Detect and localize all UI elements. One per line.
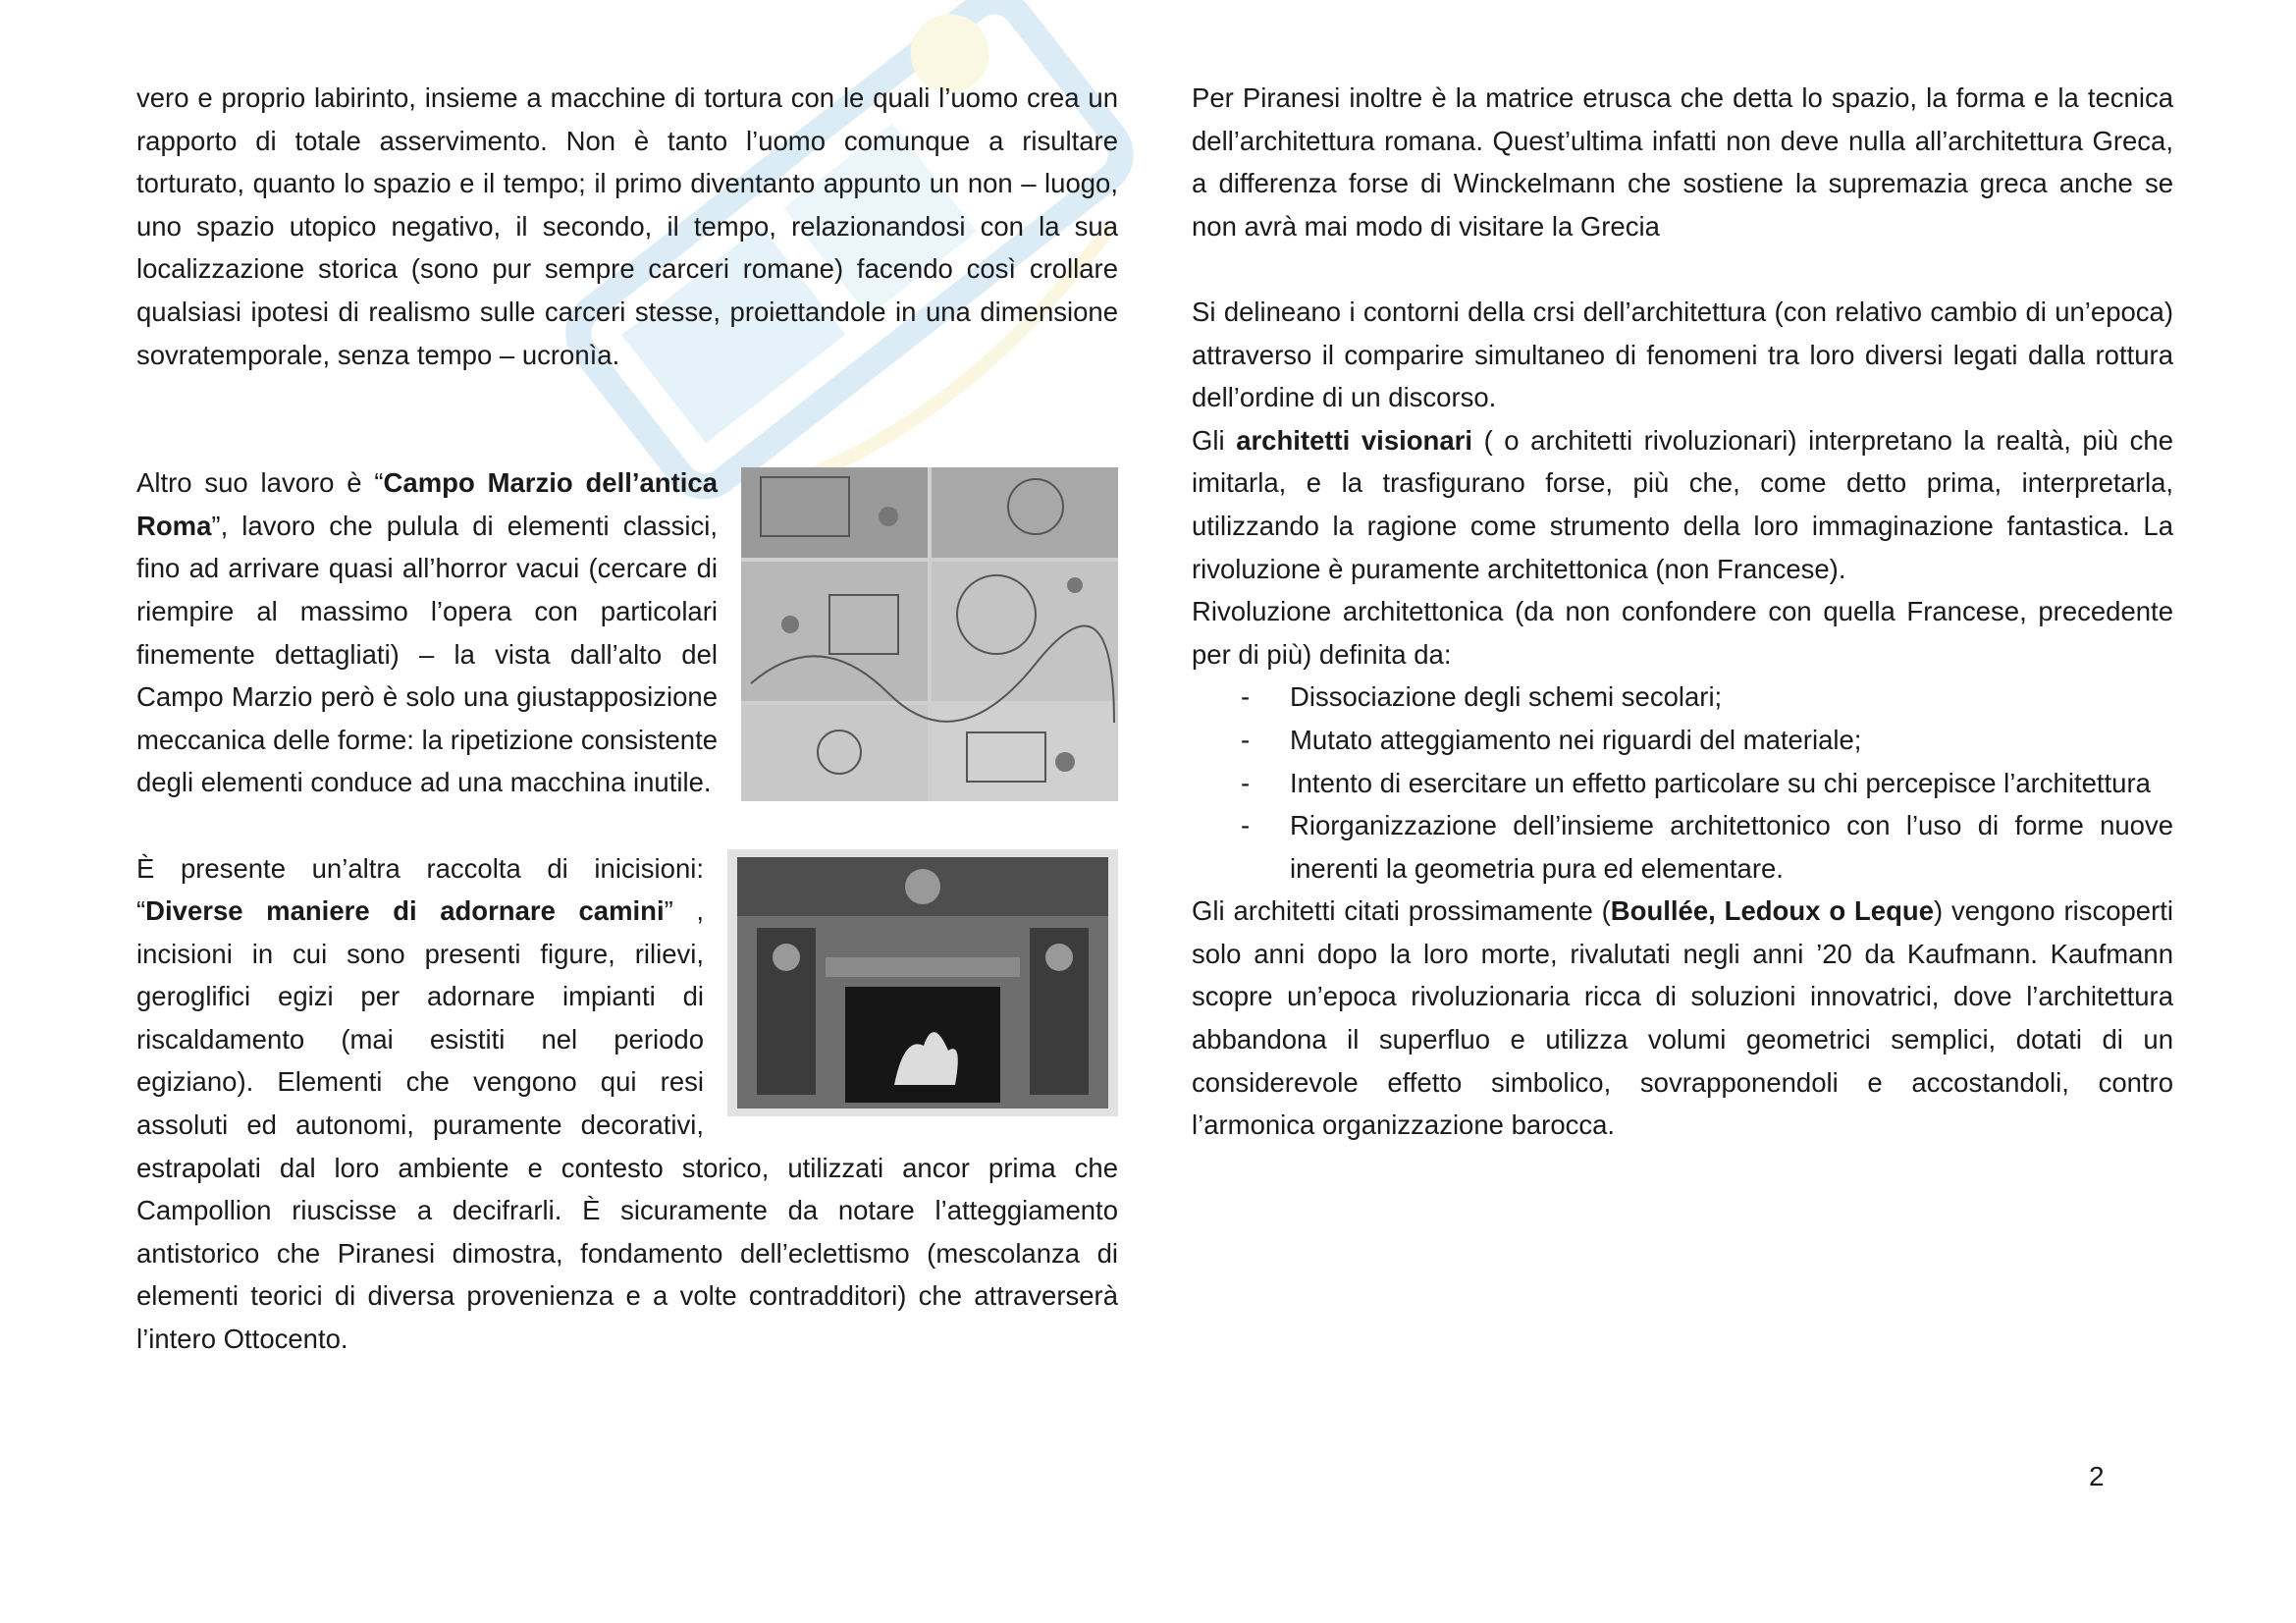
camini-text: ” , incisioni in cui sono presenti figure, rilievi, geroglifici egizi per adornare impianti di riscaldamento (mai esistiti nel periodo egiziano). Elementi che vengono qui resi assoluti ed autonomi, puramente decorativi, estrapolati dal loro ambiente e contesto storico, utilizzati ancor prima che Campollion riuscisse a decifrarli. È sicuramente da notare l’atteggiamento antistorico che Piranesi dimostra, fondamento dell’eclettismo (mescolanza di elementi teorici di diversa provenienza e a volte contradditori) che attraverserà l’intero Ottocento. — [136, 895, 1118, 1355]
characteristics-list — [1192, 676, 2173, 890]
list-item: - Mutato atteggiamento nei riguardi del materiale; — [1192, 719, 2173, 762]
campo-marzio-intro: Altro suo lavoro è “ — [136, 467, 384, 499]
page-number: 2 — [2089, 1461, 2105, 1491]
visionari-intro: Gli — [1192, 424, 1237, 456]
list-item: - Intento di esercitare un effetto particolare su chi percepisce l’architettura — [1192, 762, 2173, 805]
architects-names: Boullée, Ledoux o Leque — [1610, 895, 1934, 927]
paragraph-visionari — [1192, 419, 2173, 590]
paragraph-carceri: vero e proprio labirinto, insieme a macchine di tortura con le quali l’uomo crea un rapporto di totale asservimento. Non è tanto l’uomo comunque a risultare torturato, quanto lo spazio e il tempo; il primo diventanto appunto un non – luogo, uno spazio utopico negativo, il secondo, il tempo, relazionandosi con la sua localizzazione storica (sono pur sempre carceri romane) facendo così crollare qualsiasi ipotesi di realismo sulle carceri stesse, proiettandole in una dimensione sovratemporale, senza tempo – ucronìa. — [136, 82, 1118, 370]
list-item: - Riorganizzazione dell’insieme architettonico con l’uso di forme nuove inerenti la geometria pura ed elementare. — [1192, 804, 2173, 890]
camini-title: Diverse maniere di adornare camini — [145, 895, 665, 927]
list-item: - Dissociazione degli schemi secolari; — [1192, 676, 2173, 719]
paragraph-etrusca: Per Piranesi inoltre è la matrice etrusca che detta lo spazio, la forma e la tecnica dell’architettura romana. Quest’ultima infatti non deve nulla all’architettura Greca, a differenza forse di Winckelmann che sostiene la supremazia greca anche se non avrà mai modo di visitare la Grecia — [1192, 82, 2173, 242]
camini-intro: È presente un’altra raccolta di inicisioni: “ — [136, 852, 704, 927]
kaufmann-intro: Gli architetti citati prossimamente ( — [1192, 895, 1611, 927]
campo-marzio-text: ”, lavoro che pulula di elementi classici, fino ad arrivare quasi all’horror vacui (cercare di riempire al massimo l’opera con particolari finemente dettagliati) – la vista dall’alto del Campo Marzio però è solo una giustapposizione meccanica delle forme: la ripetizione consistente degli elementi conduce ad una macchina inutile. — [136, 510, 718, 798]
paragraph-rivoluzione: Rivoluzione architettonica (da non confondere con quella Francese, precedente per di più) definita da: — [1192, 596, 2173, 670]
paragraph-kaufmann — [1192, 890, 2173, 1147]
kaufmann-text: ) vengono riscoperti solo anni dopo la loro morte, rivalutati negli anni ’20 da Kaufmann. Kaufmann scopre un’epoca rivoluzionaria ricca di soluzioni innovatrici, dove l’architettura abbandona il superfluo e utilizza volumi geometrici semplici, dotati di un considerevole effetto simbolico, sovrapponendoli e accostandoli, contro l’armonica organizzazione barocca. — [1192, 895, 2174, 1141]
left-column — [136, 77, 1118, 1361]
visionari-text: ( o architetti rivoluzionari) interpretano la realtà, più che imitarla, e la trasfigurano forse, più che, come detto prima, interpretarla, utilizzando la ragione come strumento della loro immaginazione fantastica. La rivoluzione è puramente architettonica (non Francese). — [1192, 424, 2173, 584]
right-column — [1192, 77, 2173, 1147]
visionari-title: architetti visionari — [1236, 424, 1472, 456]
paragraph-crisi: Si delineano i contorni della crsi dell’architettura (con relativo cambio di un’epoca) attraverso il comparire simultaneo di fenomeni tra loro diversi legati dalla rottura dell’ordine di un discorso. — [1192, 296, 2173, 413]
campo-marzio-title: Campo Marzio dell’antica Roma — [136, 467, 718, 541]
campo-marzio-map-engraving — [741, 467, 1118, 801]
campo-marzio-map-image — [741, 467, 1118, 801]
fireplace-engraving-image — [727, 849, 1118, 1116]
fireplace-engraving — [727, 849, 1118, 1116]
